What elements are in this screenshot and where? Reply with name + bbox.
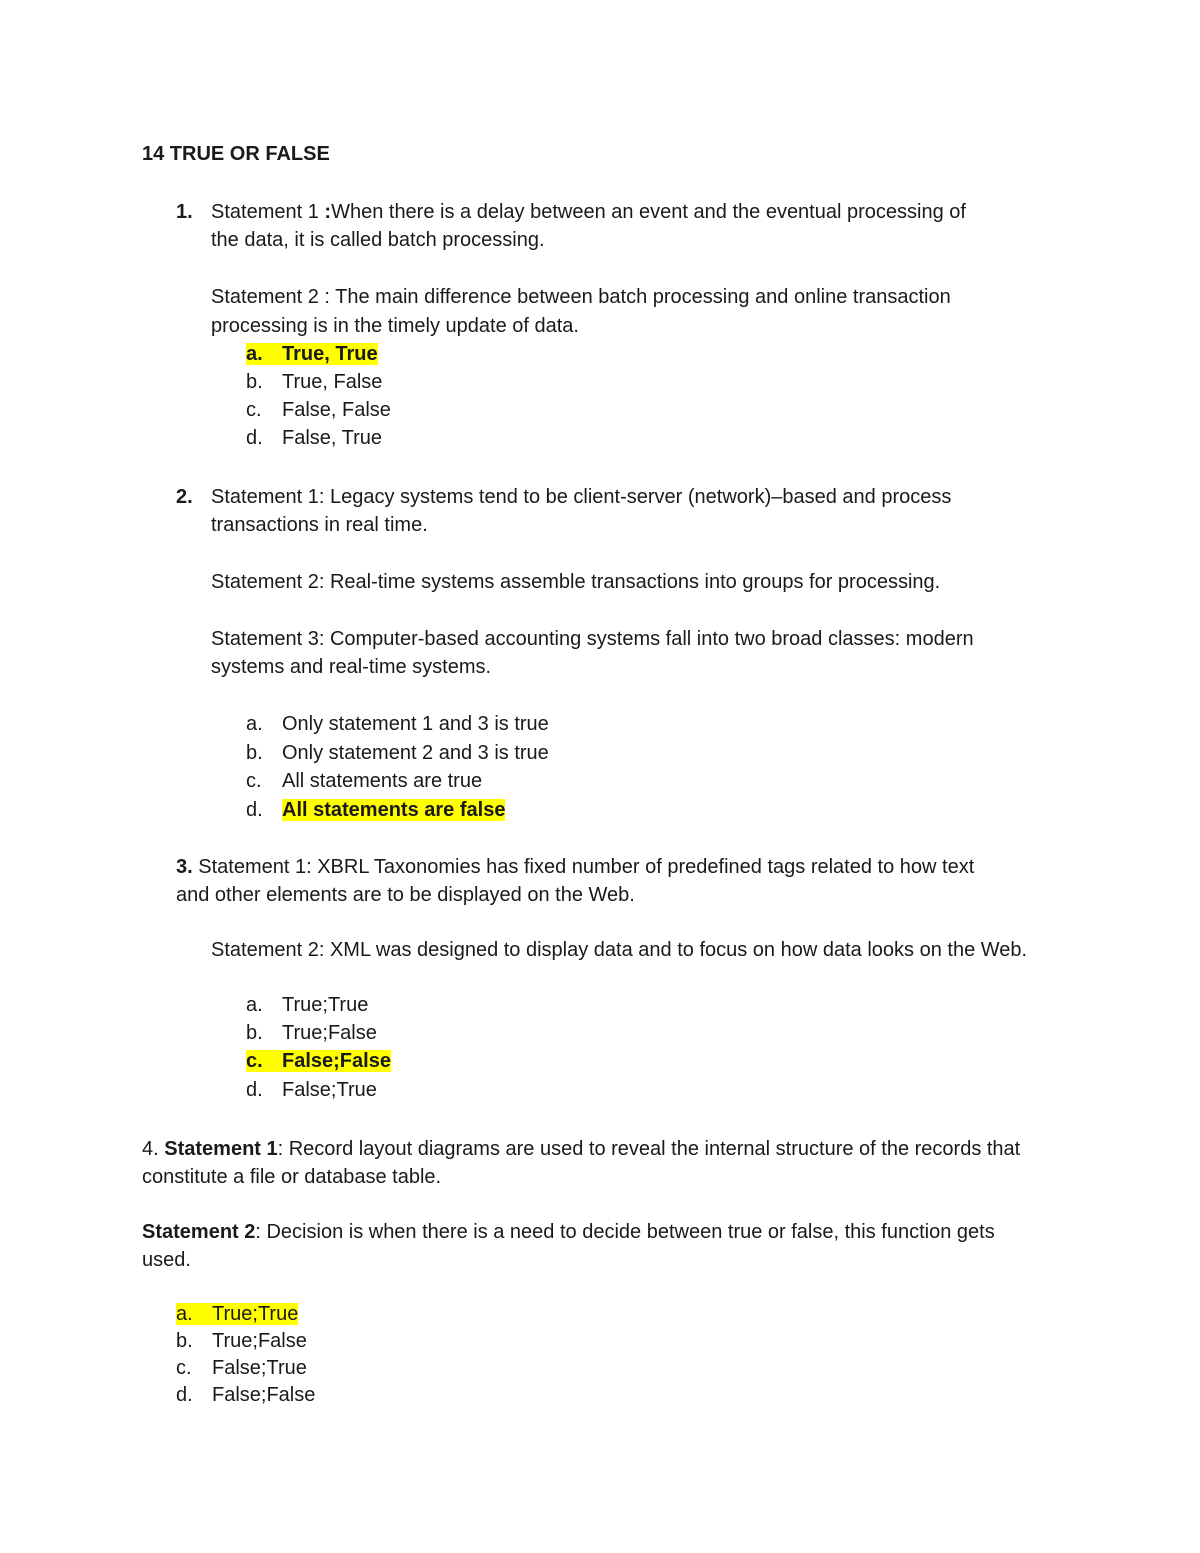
q4-option-d: d. False;False (176, 1384, 316, 1406)
q3-option-b: b. True;False (246, 1022, 377, 1044)
q1-statement-2-line-1: Statement 2 : The main difference between batch processing and online transaction (211, 286, 951, 308)
q2-statement-2-line-1: Statement 2: Real-time systems assemble transactions into groups for processing. (211, 571, 941, 593)
q4-option-a: a. True;True (176, 1303, 299, 1325)
q2-option-d: d. All statements are false (246, 799, 506, 821)
q1-option-a: a. True, True (246, 343, 378, 365)
q2-number: 2. (176, 486, 193, 508)
q3-option-d: d. False;True (246, 1079, 377, 1101)
q2-statement-1-line-2: transactions in real time. (211, 514, 428, 536)
q2-statement-3-line-2: systems and real-time systems. (211, 656, 492, 678)
q3-statement-1-line-2: and other elements are to be displayed on the Web. (176, 884, 635, 906)
q2-option-a: a. Only statement 1 and 3 is true (246, 713, 549, 735)
q1-statement-2-line-2: processing is in the timely update of data. (211, 315, 579, 337)
q2-statement-1-line-1: Statement 1: Legacy systems tend to be client-server (network)–based and process (211, 486, 952, 508)
q1-number: 1. (176, 201, 193, 223)
q4-statement-2-line-1: Statement 2: Decision is when there is a need to decide between true or false, this function gets (142, 1221, 995, 1243)
page-title: 14 TRUE OR FALSE (142, 143, 330, 165)
q1-statement-1-line-1: Statement 1 :When there is a delay between an event and the eventual processing of (211, 201, 966, 223)
q4-statement-1-line-2: constitute a file or database table. (142, 1166, 442, 1188)
q4-statement-1-line-1: 4. Statement 1: Record layout diagrams are used to reveal the internal structure of the records that (142, 1138, 1021, 1160)
q3-statement-1-line-1: 3. Statement 1: XBRL Taxonomies has fixed number of predefined tags related to how text (176, 856, 975, 878)
q3-option-a: a. True;True (246, 994, 369, 1016)
q3-option-c: c. False;False (246, 1050, 391, 1072)
q4-option-c: c. False;True (176, 1357, 307, 1379)
q4-statement-2-line-2: used. (142, 1249, 191, 1271)
q2-statement-3-line-1: Statement 3: Computer-based accounting systems fall into two broad classes: modern (211, 628, 974, 650)
q1-option-c: c. False, False (246, 399, 391, 421)
q1-option-d: d. False, True (246, 427, 383, 449)
q3-statement-2-line-1: Statement 2: XML was designed to display data and to focus on how data looks on the Web. (211, 939, 1028, 961)
q2-option-c: c. All statements are true (246, 770, 483, 792)
q2-option-b: b. Only statement 2 and 3 is true (246, 742, 549, 764)
q1-statement-1-line-2: the data, it is called batch processing. (211, 229, 545, 251)
q4-option-b: b. True;False (176, 1330, 307, 1352)
q1-option-b: b. True, False (246, 371, 383, 393)
